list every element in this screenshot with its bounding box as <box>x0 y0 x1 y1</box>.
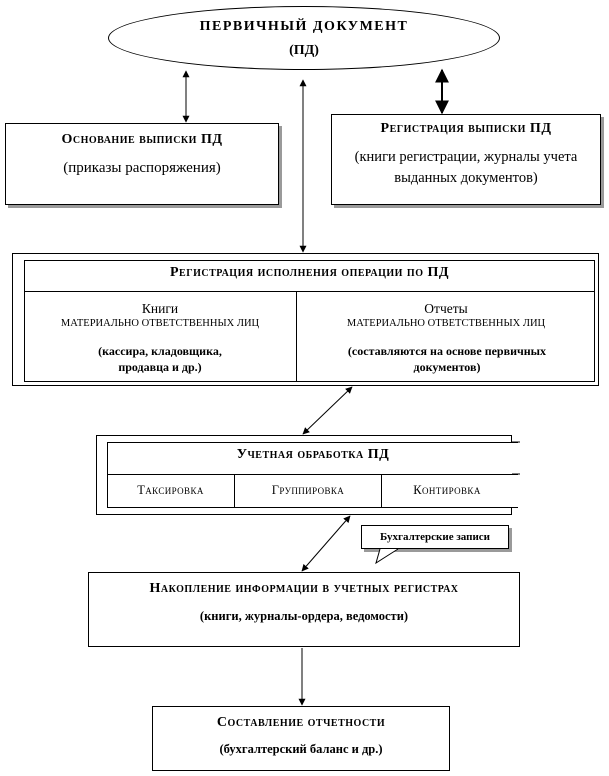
basis-title: Основание выписки ПД <box>61 132 223 147</box>
callout-text: Бухгалтерские записи <box>379 531 491 543</box>
processing-col-2: Группировка <box>271 483 345 497</box>
primary-document-abbr: (ПД) <box>289 43 319 58</box>
arrow-execution-processing <box>303 387 352 434</box>
accumulation-title: Накопление информации в учетных регистрах <box>149 581 459 596</box>
execution-left-sub: МАТЕРИАЛЬНО ОТВЕТСТВЕННЫХ ЛИЦ <box>60 318 260 329</box>
execution-left-note: (кассира, кладовщика, продавца и др.) <box>98 344 222 374</box>
arrow-processing-accumulation <box>302 516 350 571</box>
execution-right-note: (составляются на основе первичных документов) <box>347 344 547 374</box>
processing-col-1: Таксировка <box>137 483 204 497</box>
registration-subtitle: (книги регистрации, журналы учета выданных документов) <box>354 149 578 186</box>
execution-title: Регистрация исполнения операции по ПД <box>169 265 449 280</box>
reporting-subtitle: (бухгалтерский баланс и др.) <box>219 742 383 756</box>
processing-title: Учетная обработка ПД <box>236 447 390 462</box>
primary-document-title: ПЕРВИЧНЫЙ ДОКУМЕНТ <box>199 19 409 34</box>
registration-title: Регистрация выписки ПД <box>380 121 552 136</box>
callout-pointer <box>376 549 398 563</box>
execution-right-head: Отчеты <box>424 301 468 316</box>
execution-left-head: Книги <box>141 301 179 316</box>
processing-col-3: Контировка <box>413 483 481 497</box>
basis-subtitle: (приказы распоряжения) <box>63 160 221 176</box>
execution-right-sub: МАТЕРИАЛЬНО ОТВЕТСТВЕННЫХ ЛИЦ <box>346 318 546 329</box>
accumulation-subtitle: (книги, журналы-ордера, ведомости) <box>199 609 409 623</box>
reporting-title: Составление отчетности <box>216 715 386 730</box>
